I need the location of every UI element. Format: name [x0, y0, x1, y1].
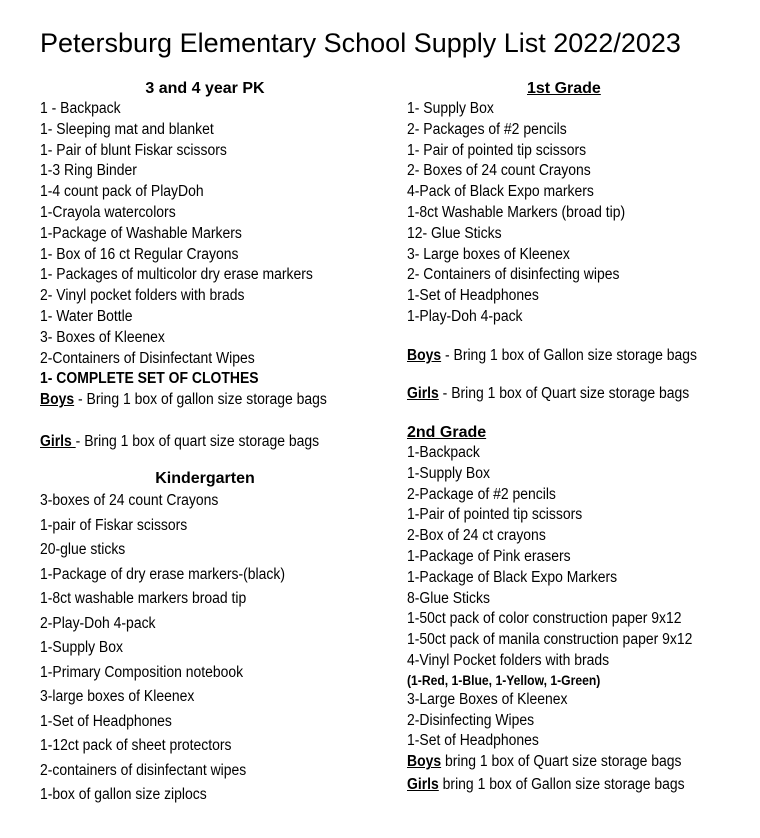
list-item: 1-Primary Composition notebook [40, 663, 244, 681]
list-item: 1-Supply Box [40, 639, 123, 656]
list-item: 2-Box of 24 ct crayons [407, 527, 546, 545]
list-item: 1- Packages of multicolor dry erase markers [40, 266, 313, 284]
pk-section [40, 78, 370, 453]
list-item: 4-Vinyl Pocket folders with brads [407, 651, 610, 669]
boys-label: Boys [407, 346, 442, 364]
list-item: 2-Disinfecting Wipes [407, 711, 535, 729]
first-grade-heading: 1st Grade [527, 80, 601, 97]
list-item: 1-50ct pack of manila construction paper 9x12 [407, 631, 693, 649]
list-item: 2- Boxes of 24 count Crayons [407, 162, 591, 180]
second-girls-note [407, 773, 713, 797]
list-item: 1-Set of Headphones [407, 732, 539, 750]
list-item: 1-12ct pack of sheet protectors [40, 737, 232, 754]
list-item: 3- Large boxes of Kleenex [407, 245, 570, 263]
page-title: Petersburg Elementary School Supply List 2022/2023 [40, 28, 681, 58]
second-grade-heading: 2nd Grade [407, 424, 487, 441]
list-item: 1- Sleeping mat and blanket [40, 120, 214, 138]
list-item: 1-3 Ring Binder [40, 162, 137, 180]
list-item: 1- Box of 16 ct Regular Crayons [40, 245, 239, 263]
list-item: 1-Package of Pink erasers [407, 547, 571, 565]
girls-label: Girls [407, 384, 439, 402]
list-item: 1-Supply Box [407, 464, 490, 482]
girls-text: bring 1 box of Gallon size storage bags [438, 775, 685, 793]
clothes-item: 1- COMPLETE SET OF CLOTHES [40, 370, 259, 388]
list-item: 1- Pair of pointed tip scissors [407, 141, 587, 159]
first-grade-section [407, 78, 737, 404]
list-item: 1-8ct washable markers broad tip [40, 590, 247, 607]
second-grade-section [407, 422, 747, 797]
list-item: 3- Boxes of Kleenex [40, 328, 165, 346]
list-item: 1-Package of dry erase markers-(black) [40, 565, 285, 583]
list-item: 1-box of gallon size ziplocs [40, 786, 207, 803]
list-item: 1-Crayola watercolors [40, 203, 176, 221]
list-item: 1- Pair of blunt Fiskar scissors [40, 141, 227, 159]
first-girls-note [407, 384, 704, 405]
list-item: 1- Supply Box [407, 100, 494, 117]
list-item: 3-boxes of 24 count Crayons [40, 492, 219, 509]
list-item: 3-Large Boxes of Kleenex [407, 690, 568, 708]
list-item: 1-Backpack [407, 444, 480, 461]
kinder-section [40, 469, 370, 808]
list-item: 2- Vinyl pocket folders with brads [40, 287, 245, 305]
first-boys-note [407, 346, 704, 367]
list-item: 1- Water Bottle [40, 307, 133, 325]
list-item: 3-large boxes of Kleenex [40, 688, 195, 705]
list-item: 1-50ct pack of color construction paper 9x12 [407, 610, 682, 628]
folder-colors-note: (1-Red, 1-Blue, 1-Yellow, 1-Green) [407, 672, 601, 688]
list-item: 1-Play-Doh 4-pack [407, 307, 523, 325]
list-item: 1-Set of Headphones [40, 712, 172, 730]
boys-text: bring 1 box of Quart size storage bags [441, 753, 682, 771]
list-item: 1-Package of Black Expo Markers [407, 568, 618, 586]
list-item: 2-containers of disinfectant wipes [40, 761, 247, 779]
girls-text: - Bring 1 box of quart size storage bags [75, 432, 320, 450]
pk-girls-note [40, 432, 337, 453]
girls-label: Girls [40, 432, 76, 450]
boys-text: - Bring 1 box of gallon size storage bags [74, 391, 327, 409]
list-item: 12- Glue Sticks [407, 224, 502, 242]
list-item: 1-8ct Washable Markers (broad tip) [407, 203, 626, 221]
second-boys-note [407, 752, 713, 773]
list-item: 1 - Backpack [40, 100, 121, 117]
list-item: 2-Package of #2 pencils [407, 485, 556, 503]
kinder-list [40, 489, 370, 808]
list-item: 1-Package of Washable Markers [40, 224, 242, 242]
boys-label: Boys [40, 391, 75, 409]
list-item: 8-Glue Sticks [407, 589, 490, 607]
list-item: 1-Pair of pointed tip scissors [407, 506, 583, 524]
list-item: 1-pair of Fiskar scissors [40, 516, 188, 534]
list-item: 20-glue sticks [40, 541, 126, 558]
pk-list [40, 99, 370, 453]
list-item: 2- Packages of #2 pencils [407, 120, 567, 138]
list-item: 4-Pack of Black Expo markers [407, 183, 594, 201]
pk-heading: 3 and 4 year PK [145, 80, 265, 97]
girls-label: Girls [407, 775, 439, 793]
second-grade-list [407, 443, 747, 797]
list-item: 2-Play-Doh 4-pack [40, 614, 156, 632]
boys-label: Boys [407, 753, 442, 771]
list-item: 2- Containers of disinfecting wipes [407, 266, 620, 284]
boys-text: - Bring 1 box of Gallon size storage bags [441, 346, 698, 364]
list-item: 1-4 count pack of PlayDoh [40, 183, 204, 201]
list-item: 2-Containers of Disinfectant Wipes [40, 349, 255, 367]
girls-text: - Bring 1 box of Quart size storage bags [438, 384, 690, 402]
pk-boys-note [40, 390, 337, 411]
kinder-heading: Kindergarten [155, 470, 255, 487]
list-item: 1-Set of Headphones [407, 287, 539, 305]
first-grade-list [407, 99, 737, 404]
